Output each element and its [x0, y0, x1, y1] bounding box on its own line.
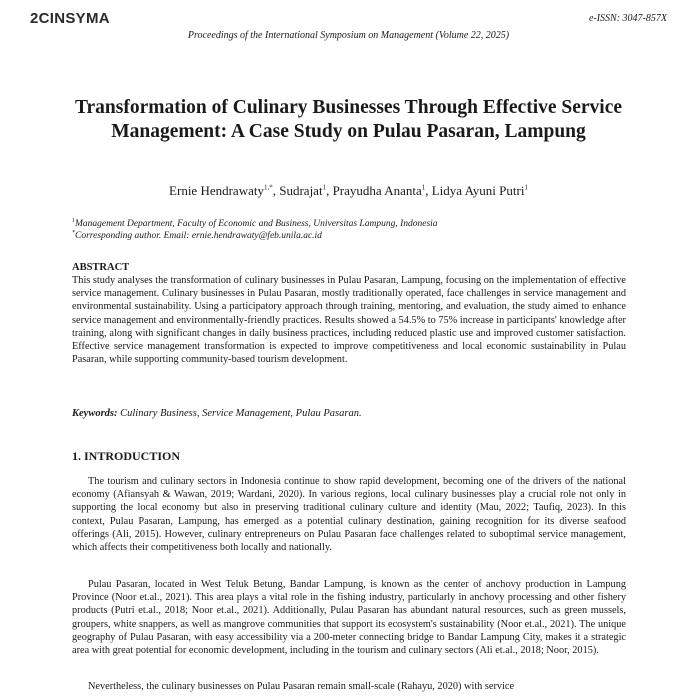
keywords: [72, 408, 626, 419]
author-sup: 1: [322, 183, 327, 192]
affiliation-text: Corresponding author. Email: ernie.hendrawaty@feb.unila.ac.id: [75, 231, 322, 242]
affiliation-sup: 1: [72, 218, 75, 224]
corresponding-author: [72, 230, 632, 241]
author-name: Sudrajat: [279, 183, 323, 198]
author-sup: 1: [421, 183, 426, 192]
abstract-heading: ABSTRACT: [72, 262, 130, 273]
affiliation: [72, 218, 632, 229]
author-name: Lidya Ayuni Putri: [431, 183, 525, 198]
section-heading-introduction: 1. INTRODUCTION: [72, 449, 181, 463]
keywords-label: Keywords:: [72, 408, 118, 419]
body-paragraph: The tourism and culinary sectors in Indonesia continue to show rapid development, becoming one of the drivers of the national economy (Afiansyah & Wawan, 2019; Wardani, 2020). In various regions, local culinary businesses play a crucial role not only in supporting the local economy but also in preserving traditional culinary culture and identity (Mau, 2022; Taufiq, 2023). In this context, Pulau Pasaran, Lampung, has emerged as a potential culinary destination, gaining recognition for its diverse seafood offerings (Ali, 2015). However, culinary entrepreneurs on Pulau Pasaran face challenges related to suboptimal service management, which affects their competitiveness both locally and nationally.: [72, 476, 626, 554]
author-sup: 1,*: [263, 183, 273, 192]
author-name: Prayudha Ananta: [332, 183, 422, 198]
keywords-text: Culinary Business, Service Management, Pulau Pasaran.: [120, 408, 362, 419]
paper-title: Transformation of Culinary Businesses Through Effective Service Management: A Case Study on Pulau Pasaran, Lampung: [74, 97, 623, 142]
body-paragraph: Pulau Pasaran, located in West Teluk Betung, Bandar Lampung, is known as the center of anchovy production in Lampung Province (Noor et.al., 2021). This area plays a vital role in the fishing industry, particularly in anchovy processing and other fishery products (Putri et.al., 2018; Noor et.al., 2021). Additionally, Pulau Pasaran has abundant natural resources, such as green mussels, groupers, white snappers, as well as mangrove communities that support its ecosystem's sustainability (Noor et.al., 2021). The unique geography of Pulau Pasaran, with easy accessibility via a 200-meter connecting bridge to Bandar Lampung City, makes it a strategic area with great potential for economic development, including in the tourism and culinary sectors (Ali et.al., 2018; Noor, 2015).: [72, 579, 626, 657]
affiliation-text: Management Department, Faculty of Economic and Business, Universitas Lampung, Indonesia: [75, 219, 438, 230]
conference-logo: 2CINSYMA: [30, 10, 110, 27]
abstract-body: This study analyses the transformation of culinary businesses in Pulau Pasaran, Lampung, focusing on the implementation of effective service management. Culinary businesses in Pulau Pasaran, mostly traditionally operated, face challenges in service management and environmental sustainability. Using a participatory approach through training, mentoring, and evaluation, the study aimed to enhance service management and environmentally-friendly practices. Results showed a 54.5% to 75% increase in participants' knowledge after training, along with significant changes in daily business practices, including reduced plastic use and improved customer satisfaction. Effective service management transformation is expected to improve competitiveness and local economic sustainability in Pulau Pasaran, while supporting community-based tourism development.: [72, 275, 626, 366]
author-list: Ernie Hendrawaty$^{1,*}$, Sudrajat$^1$, Prayudha Ananta$^1$, Lidya Ayuni Putri$^1$: [169, 183, 528, 198]
affiliation-sup: *: [72, 230, 75, 236]
body-paragraph: Nevertheless, the culinary businesses on Pulau Pasaran remain small-scale (Rahayu, 2020) with service: [88, 681, 515, 692]
author-name: Ernie Hendrawaty: [169, 183, 264, 198]
author-sup: 1: [524, 183, 528, 192]
issn-label: e-ISSN: 3047-857X: [588, 13, 667, 24]
proceedings-header: Proceedings of the International Symposium on Management (Volume 22, 2025): [187, 30, 510, 41]
